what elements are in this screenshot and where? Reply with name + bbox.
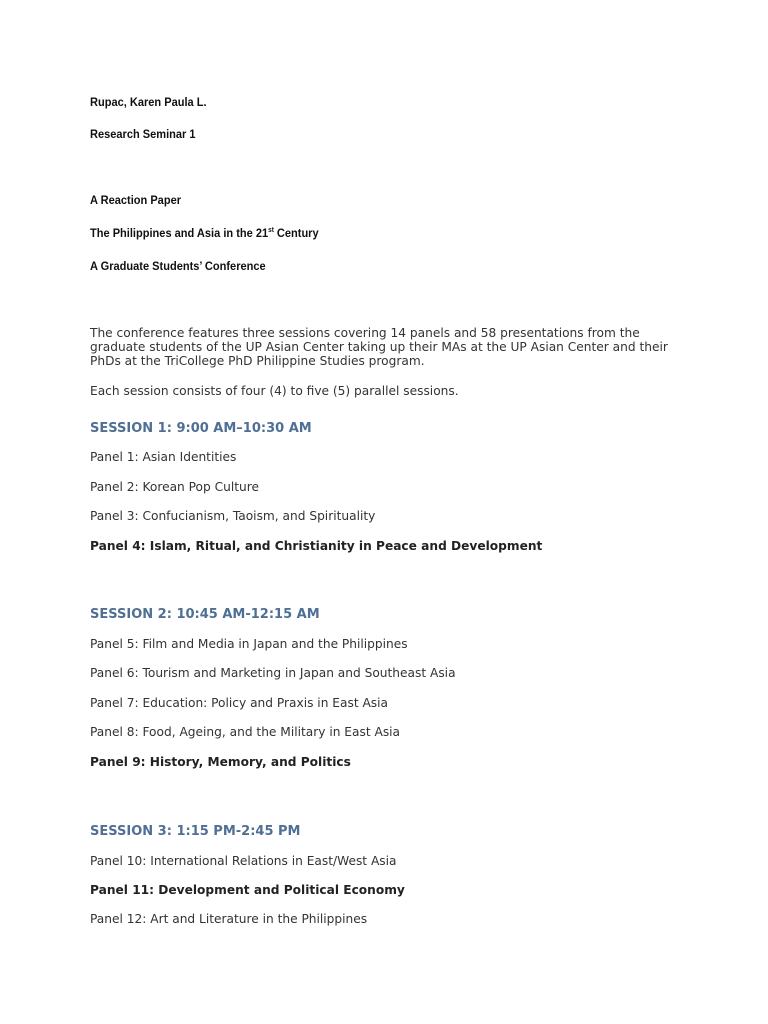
panel-item: Panel 1: Asian Identities <box>90 450 237 464</box>
course-name: Research Seminar 1 <box>90 127 196 141</box>
panel-item: Panel 5: Film and Media in Japan and the Philippines <box>90 637 408 651</box>
panel-item-bold: Panel 4: Islam, Ritual, and Christianity in Peace and Development <box>90 539 543 553</box>
panel-item: Panel 6: Tourism and Marketing in Japan and Southeast Asia <box>90 666 456 680</box>
panel-item-bold: Panel 9: History, Memory, and Politics <box>90 755 351 769</box>
document-type: A Reaction Paper <box>90 193 182 207</box>
session-1-heading: SESSION 1: 9:00 AM–10:30 AM <box>90 421 312 436</box>
conference-title-main: The Philippines and Asia in the 21 <box>90 226 269 240</box>
panel-item: Panel 10: International Relations in East/West Asia <box>90 854 397 868</box>
conference-subtitle: A Graduate Students’ Conference <box>90 259 266 273</box>
panel-item-bold: Panel 11: Development and Political Economy <box>90 883 405 897</box>
conference-title-end: Century <box>273 226 319 240</box>
panel-item: Panel 3: Confucianism, Taoism, and Spirituality <box>90 509 376 523</box>
session-2-heading: SESSION 2: 10:45 AM-12:15 AM <box>90 607 320 622</box>
conference-title-superscript: st <box>268 227 274 234</box>
panel-item: Panel 2: Korean Pop Culture <box>90 480 259 494</box>
intro-paragraph: The conference features three sessions covering 14 panels and 58 presentations from the graduate students of the UP Asian Center taking up their MAs at the UP Asian Center and their PhDs at the TriCollege PhD Philippine Studies program. <box>90 326 668 368</box>
author-name: Rupac, Karen Paula L. <box>90 95 207 109</box>
intro-note: Each session consists of four (4) to five (5) parallel sessions. <box>90 384 459 398</box>
panel-item: Panel 8: Food, Ageing, and the Military in East Asia <box>90 725 401 739</box>
panel-item: Panel 12: Art and Literature in the Philippines <box>90 912 368 926</box>
session-3-heading: SESSION 3: 1:15 PM-2:45 PM <box>90 824 301 839</box>
conference-title <box>90 226 319 240</box>
panel-item: Panel 7: Education: Policy and Praxis in East Asia <box>90 696 389 710</box>
